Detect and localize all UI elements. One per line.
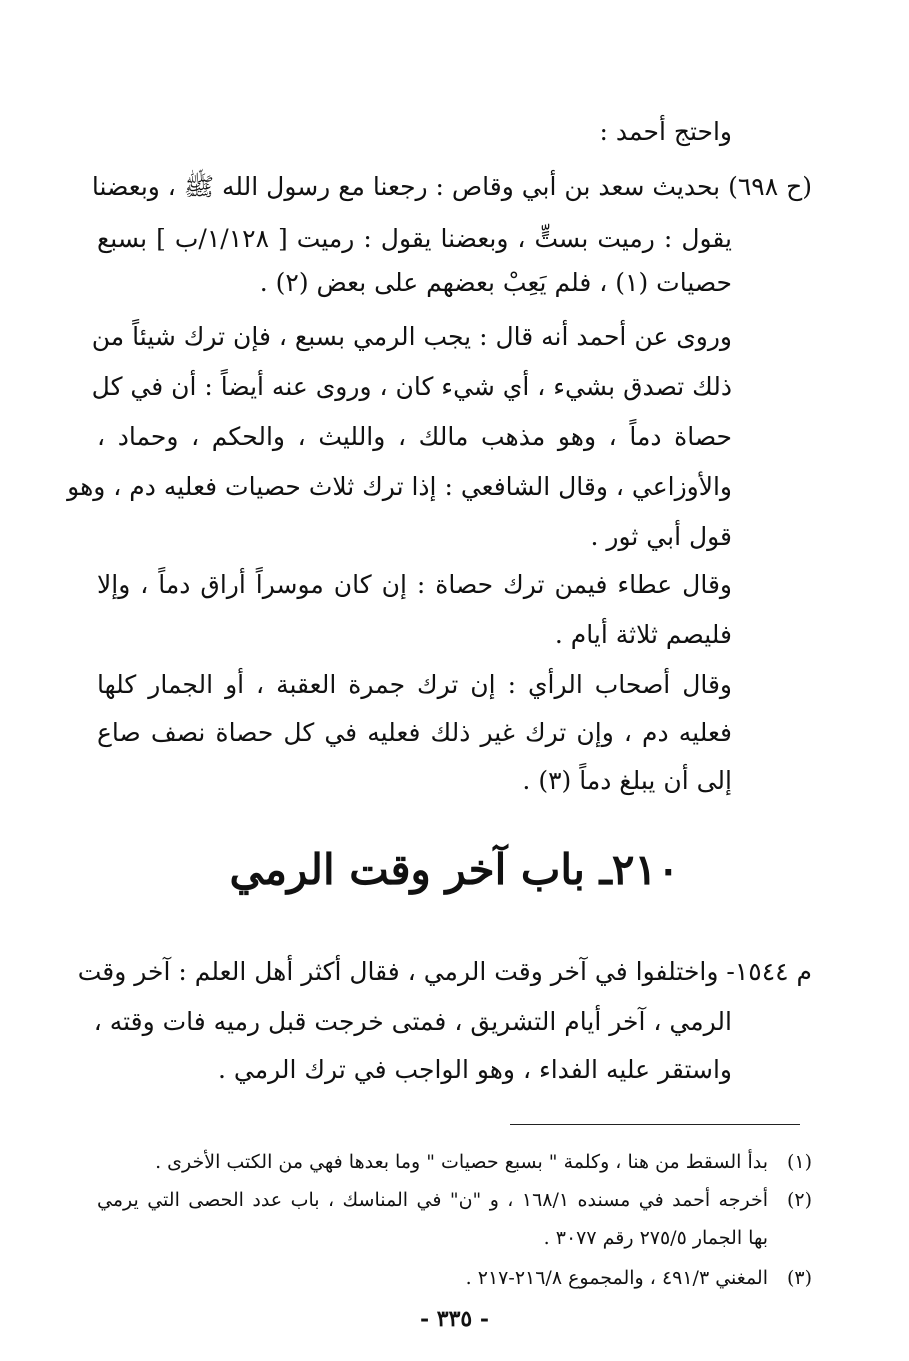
footnote-2-number: (٢)	[786, 1189, 812, 1211]
para4-line-2: فعليه دم ، وإن ترك غير ذلك فعليه في كل حصاة نصف صاع	[97, 718, 732, 747]
footnote-1-text: بدأ السقط من هنا ، وكلمة " بسبع حصيات " وما بعدها فهي من الكتب الأخرى .	[155, 1151, 768, 1173]
section-para-line-2: الرمي ، آخر أيام التشريق ، فمتى خرجت قبل رميه فات وقته ،	[93, 1007, 732, 1036]
para4-line-3: إلى أن يبلغ دماً (٣) .	[522, 766, 732, 795]
section-para-line-1: م ١٥٤٤- واختلفوا في آخر وقت الرمي ، فقال أكثر أهل العلم : آخر وقت	[77, 957, 812, 986]
section-para-line-3: واستقر عليه الفداء ، وهو الواجب في ترك الرمي .	[218, 1055, 732, 1084]
para1-line-2: يقول : رميت بستٍّ ، وبعضنا يقول : رميت [ ١/١٢٨/ب ] بسبع	[97, 224, 733, 253]
para4-line-1: وقال أصحاب الرأي : إن ترك جمرة العقبة ، أو الجمار كلها	[97, 670, 732, 699]
footnote-1	[155, 1148, 812, 1176]
para2-line-3: حصاة دماً ، وهو مذهب مالك ، والليث ، والحكم ، وحماد ،	[97, 422, 732, 451]
para1-line-3: حصيات (١) ، فلم يَعِبْ بعضهم على بعض (٢) .	[259, 268, 732, 297]
para3-line-2: فليصم ثلاثة أيام .	[554, 620, 732, 649]
para2-line-2: ذلك تصدق بشيء ، أي شيء كان ، وروى عنه أيضاً : أن في كل	[91, 372, 732, 401]
page-number: - ٣٣٥ -	[419, 1306, 490, 1332]
footnote-2-continuation: بها الجمار ٢٧٥/٥ رقم ٣٠٧٧ .	[543, 1227, 768, 1249]
para1-line-1: (ح ٦٩٨) بحديث سعد بن أبي وقاص : رجعنا مع رسول الله ﷺ ، وبعضنا	[91, 172, 812, 201]
para2-line-1: وروى عن أحمد أنه قال : يجب الرمي بسبع ، فإن ترك شيئاً من	[91, 322, 732, 351]
footnote-2-text-line-1: أخرجه أحمد في مسنده ١٦٨/١ ، و "ن" في المناسك ، باب عدد الحصى التي يرمي	[97, 1189, 768, 1211]
para2-line-4: والأوزاعي ، وقال الشافعي : إذا ترك ثلاث حصيات فعليه دم ، وهو	[67, 472, 732, 501]
footnote-3-number: (٣)	[786, 1267, 812, 1289]
intro-line: واحتج أحمد :	[599, 117, 732, 146]
footnote-3	[466, 1264, 812, 1292]
footnote-3-text: المغني ٤٩١/٣ ، والمجموع ٢١٦/٨-٢١٧ .	[465, 1267, 768, 1289]
footnote-2	[97, 1186, 812, 1214]
para3-line-1: وقال عطاء فيمن ترك حصاة : إن كان موسراً أراق دماً ، وإلا	[97, 570, 732, 599]
footnote-separator	[510, 1124, 800, 1125]
section-heading: ٢١٠ـ باب آخر وقت الرمي	[229, 845, 680, 894]
footnote-1-number: (١)	[786, 1151, 812, 1173]
para2-line-5: قول أبي ثور .	[590, 522, 732, 551]
